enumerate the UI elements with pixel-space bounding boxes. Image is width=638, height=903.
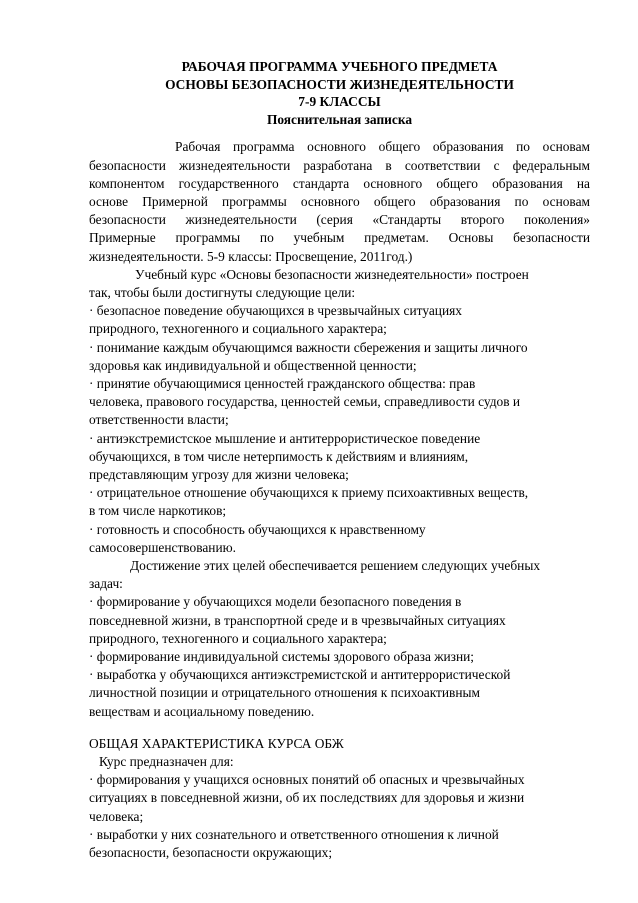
list-item-cont: повседневной жизни, в транспортной среде и в чрезвычайных ситуациях (89, 612, 506, 628)
list-item-cont: природного, техногенного и социального характера; (89, 321, 387, 337)
list-item: · готовность и способность обучающихся к нравственному (89, 521, 426, 537)
list-item-cont: обучающихся, в том числе нетерпимость к действиям и влияниям, (89, 448, 469, 464)
text-line: жизнедеятельности. 5-9 классы: Просвещение, 2011год.) (89, 248, 413, 264)
tasks-section (89, 557, 590, 721)
subtitle: Пояснительная записка (266, 111, 413, 127)
list-item: · принятие обучающимися ценностей гражданского общества: прав (89, 376, 476, 392)
list-item-cont: безопасности, безопасности окружающих; (89, 845, 333, 861)
list-item: · формирование индивидуальной системы здорового образа жизни; (89, 649, 474, 665)
text-line: Учебный курс «Основы безопасности жизнедеятельности» построен (135, 266, 529, 282)
list-item-cont: ответственности власти; (89, 412, 229, 428)
list-item-cont: природного, техногенного и социального характера; (89, 630, 387, 646)
title-line: РАБОЧАЯ ПРОГРАММА УЧЕБНОГО ПРЕДМЕТА (181, 59, 498, 74)
text-line: так, чтобы были достигнуты следующие цели: (89, 285, 356, 300)
intro-paragraph (89, 138, 590, 265)
spacer (89, 721, 590, 735)
title-line: ОСНОВЫ БЕЗОПАСНОСТИ ЖИЗНЕДЕЯТЕЛЬНОСТИ (165, 76, 514, 92)
text-line: Курс предназначен для: (99, 754, 234, 770)
text-line: задач: (89, 576, 123, 592)
list-item: · формирование у обучающихся модели безопасного поведения в (89, 594, 462, 610)
overview-section (89, 735, 590, 862)
text-line: Примерные программы по учебным предметам. Основы безопасности (89, 230, 590, 246)
list-item-cont: представляющим угрозу для жизни человека; (89, 467, 349, 483)
list-item-cont: ситуациях в повседневной жизни, об их последствиях для здоровья и жизни (89, 790, 525, 806)
list-item-cont: личностной позиции и отрицательного отношения к психоактивным (89, 685, 481, 701)
list-item: · отрицательное отношение обучающихся к приему психоактивных веществ, (89, 485, 529, 501)
text-line: Рабочая программа основного общего образования по основам (175, 139, 590, 155)
text-line: компонентом государственного стандарта основного общего образования на (89, 175, 590, 191)
list-item: · формирования у учащихся основных понятий об опасных и чрезвычайных (89, 772, 525, 788)
section-heading: ОБЩАЯ ХАРАКТЕРИСТИКА КУРСА ОБЖ (89, 735, 344, 751)
title-line: 7-9 КЛАССЫ (298, 94, 381, 110)
list-item: · антиэкстремистское мышление и антитеррористическое поведение (89, 430, 481, 446)
text-line: безопасности жизнедеятельности разработана в соответствии с федеральным (89, 157, 590, 173)
list-item-cont: самосовершенствованию. (89, 539, 236, 555)
list-item-cont: человека; (89, 808, 144, 824)
list-item-cont: в том числе наркотиков; (89, 503, 227, 519)
text-line: основе Примерной программы основного общего образования по основам (89, 193, 590, 209)
list-item-cont: здоровья как индивидуальной и общественной ценности; (89, 357, 417, 373)
list-item: · безопасное поведение обучающихся в чрезвычайных ситуациях (89, 303, 462, 319)
text-line: безопасности жизнедеятельности (серия «Стандарты второго поколения» (89, 212, 590, 228)
list-item: · понимание каждым обучающимся важности сбережения и защиты личного (89, 339, 528, 355)
list-item-cont: веществам и асоциальному поведению. (89, 703, 315, 719)
list-item-cont: человека, правового государства, ценностей семьи, справедливости судов и (89, 394, 521, 410)
goals-section (89, 266, 590, 557)
list-item: · выработки у них сознательного и ответственного отношения к личной (89, 826, 499, 842)
spacer (89, 128, 590, 138)
document-title (89, 58, 590, 128)
list-item: · выработка у обучающихся антиэкстремистской и антитеррористической (89, 667, 511, 683)
text-line: Достижение этих целей обеспечивается решением следующих учебных (130, 558, 541, 574)
